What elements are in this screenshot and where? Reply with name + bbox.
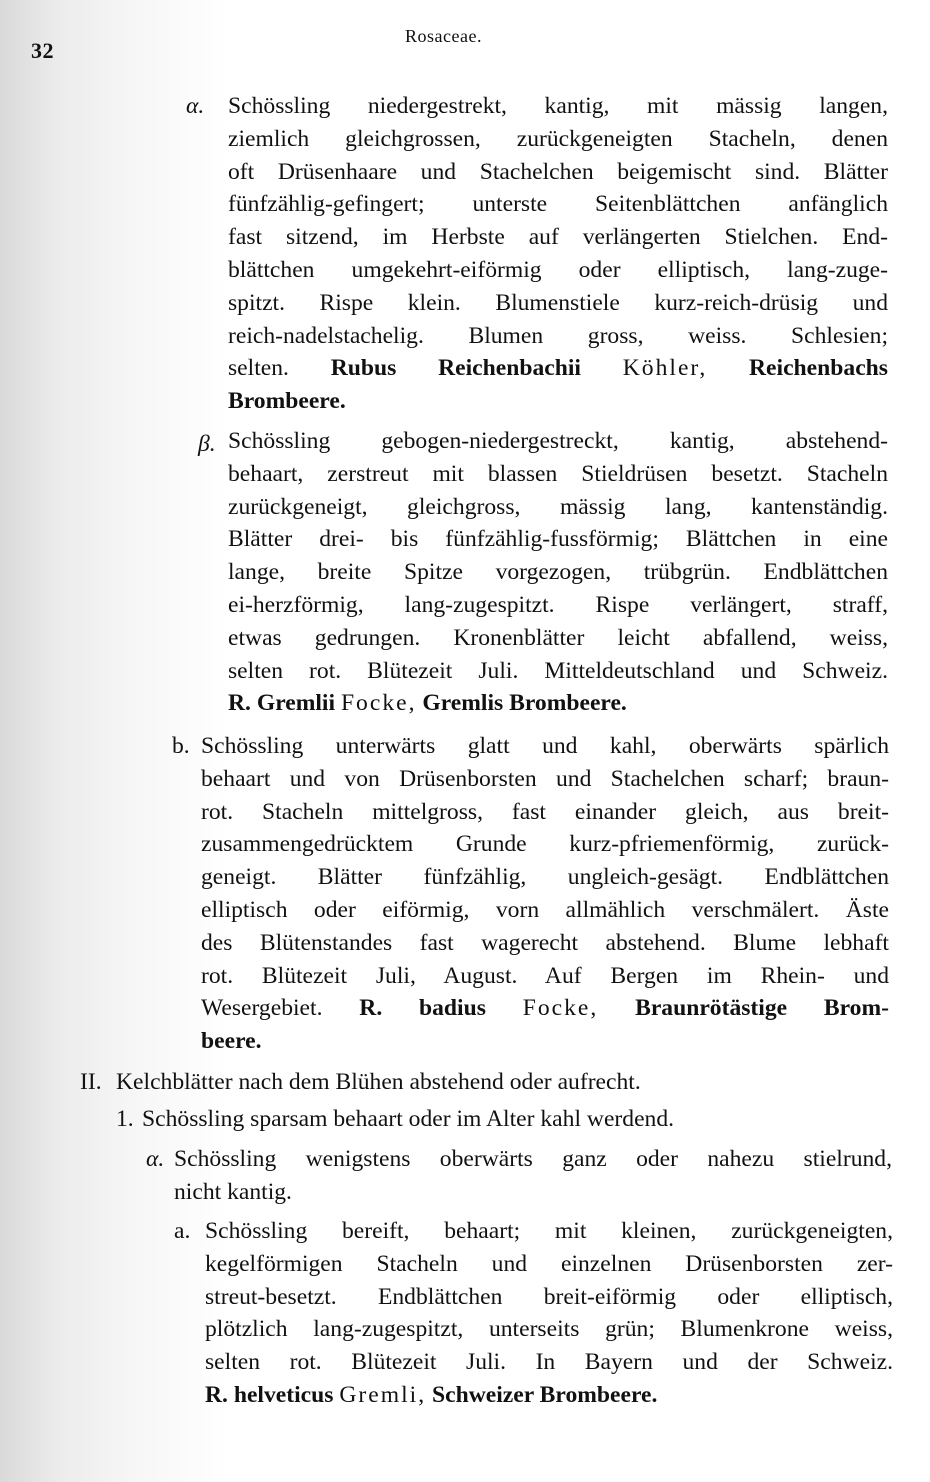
alpha-entry [228, 90, 888, 418]
author-name: Focke, [340, 690, 417, 717]
common-name-continued: beere. [201, 1028, 262, 1055]
text-line: plötzlich lang-zugespitzt, unterseits grün; Blumenkrone weiss, [205, 1316, 893, 1343]
author-name: Gremli, [339, 1381, 427, 1408]
author-name: Köhler, [622, 355, 708, 382]
text-line: kegelförmigen Stacheln und einzelnen Drüsenborsten zer- [205, 1250, 893, 1277]
text-line: fünfzählig-gefingert; unterste Seitenblättchen anfänglich [228, 191, 888, 218]
author-name: Focke, [522, 995, 599, 1022]
b-marker: b. [172, 733, 190, 759]
species-name: Rubus Reichenbachii [330, 355, 581, 382]
page-number: 32 [31, 38, 54, 63]
text-line: zusammengedrücktem Grunde kurz-pfriemenförmig, zurück- [201, 831, 889, 858]
alpha-marker: α. [186, 93, 205, 119]
text-line: lange, breite Spitze vorgezogen, trübgrün. Endblättchen [228, 559, 888, 586]
beta-entry [228, 425, 888, 720]
beta-marker: β. [198, 431, 216, 457]
species-line [228, 352, 888, 385]
text-line: rot. Blütezeit Juli, August. Auf Bergen im Rhein- und [201, 962, 889, 989]
text-line: streut-besetzt. Endblättchen breit-eiförmig oder elliptisch, [205, 1283, 893, 1310]
text-line: des Blütenstandes fast wagerecht abstehend. Blume lebhaft [201, 929, 889, 956]
text-line: Schössling unterwärts glatt und kahl, oberwärts spärlich [201, 733, 889, 759]
text-line: ziemlich gleichgrossen, zurückgeneigten Stacheln, denen [228, 125, 888, 152]
species-line [201, 992, 889, 1025]
text-line: oft Drüsenhaare und Stachelchen beigemischt sind. Blätter [228, 158, 888, 185]
common-name: Reichenbachs [749, 355, 888, 382]
text-line: Schössling niedergestrekt, kantig, mit mässig langen, [228, 93, 888, 119]
text-line: zurückgeneigt, gleichgross, mässig lang, kantenständig. [228, 493, 888, 520]
alpha2-marker: α. [146, 1146, 165, 1172]
text-line: nicht kantig. [174, 1178, 292, 1205]
text-line: Kelchblätter nach dem Blühen abstehend oder aufrecht. [116, 1069, 641, 1095]
common-name: Braunrötästige Brom- [635, 995, 889, 1022]
text-line: Schössling gebogen-niedergestreckt, kantig, abstehend- [228, 428, 888, 454]
text-line: selten rot. Blütezeit Juli. Mitteldeutschland und Schweiz. [228, 657, 888, 684]
section-II-marker: II. [80, 1069, 102, 1095]
text-prefix: selten. [228, 355, 289, 382]
sub-alpha2 [174, 1143, 892, 1209]
text-line: reich-nadelstachelig. Blumen gross, weiss. Schlesien; [228, 322, 888, 349]
sub-1-marker: 1. [116, 1106, 134, 1132]
section-II [116, 1066, 816, 1099]
text-line: blättchen umgekehrt-eiförmig oder elliptisch, lang-zuge- [228, 256, 888, 283]
text-line: fast sitzend, im Herbste auf verlängerten Stielchen. End- [228, 224, 888, 251]
sub-a [205, 1215, 893, 1412]
common-name-continued: Brombeere. [228, 388, 346, 415]
b-entry [201, 730, 889, 1058]
text-line: behaart, zerstreut mit blassen Stieldrüsen besetzt. Stacheln [228, 460, 888, 487]
species-name: R. badius [359, 995, 486, 1022]
text-line: selten rot. Blütezeit Juli. In Bayern und der Schweiz. [205, 1349, 893, 1376]
text-line: ei-herzförmig, lang-zugespitzt. Rispe verlängert, straff, [228, 591, 888, 618]
species-name: R. helveticus [205, 1381, 334, 1408]
common-name: Gremlis Brombeere. [422, 690, 627, 717]
sub-1 [142, 1103, 842, 1136]
text-line: Schössling wenigstens oberwärts ganz oder nahezu stielrund, [174, 1146, 892, 1172]
common-name: Schweizer Brombeere. [432, 1381, 658, 1408]
text-line: etwas gedrungen. Kronenblätter leicht abfallend, weiss, [228, 624, 888, 651]
species-line [205, 1379, 893, 1412]
text-line: elliptisch oder eiförmig, vorn allmählich verschmälert. Äste [201, 896, 889, 923]
text-line: Blätter drei- bis fünfzählig-fussförmig; Blättchen in eine [228, 526, 888, 553]
a-marker: a. [174, 1218, 191, 1244]
text-line: geneigt. Blätter fünfzählig, ungleich-gesägt. Endblättchen [201, 864, 889, 891]
text-prefix: Wesergebiet. [201, 995, 323, 1022]
species-name: R. Gremlii [228, 690, 336, 717]
text-line: Schössling sparsam behaart oder im Alter kahl werdend. [142, 1106, 675, 1132]
running-title: Rosaceae. [405, 26, 482, 46]
text-line: spitzt. Rispe klein. Blumenstiele kurz-reich-drüsig und [228, 289, 888, 316]
text-line: rot. Stacheln mittelgross, fast einander gleich, aus breit- [201, 798, 889, 825]
species-line [228, 687, 888, 720]
text-line: Schössling bereift, behaart; mit kleinen, zurückgeneigten, [205, 1218, 893, 1244]
text-line: behaart und von Drüsenborsten und Stachelchen scharf; braun- [201, 765, 889, 792]
